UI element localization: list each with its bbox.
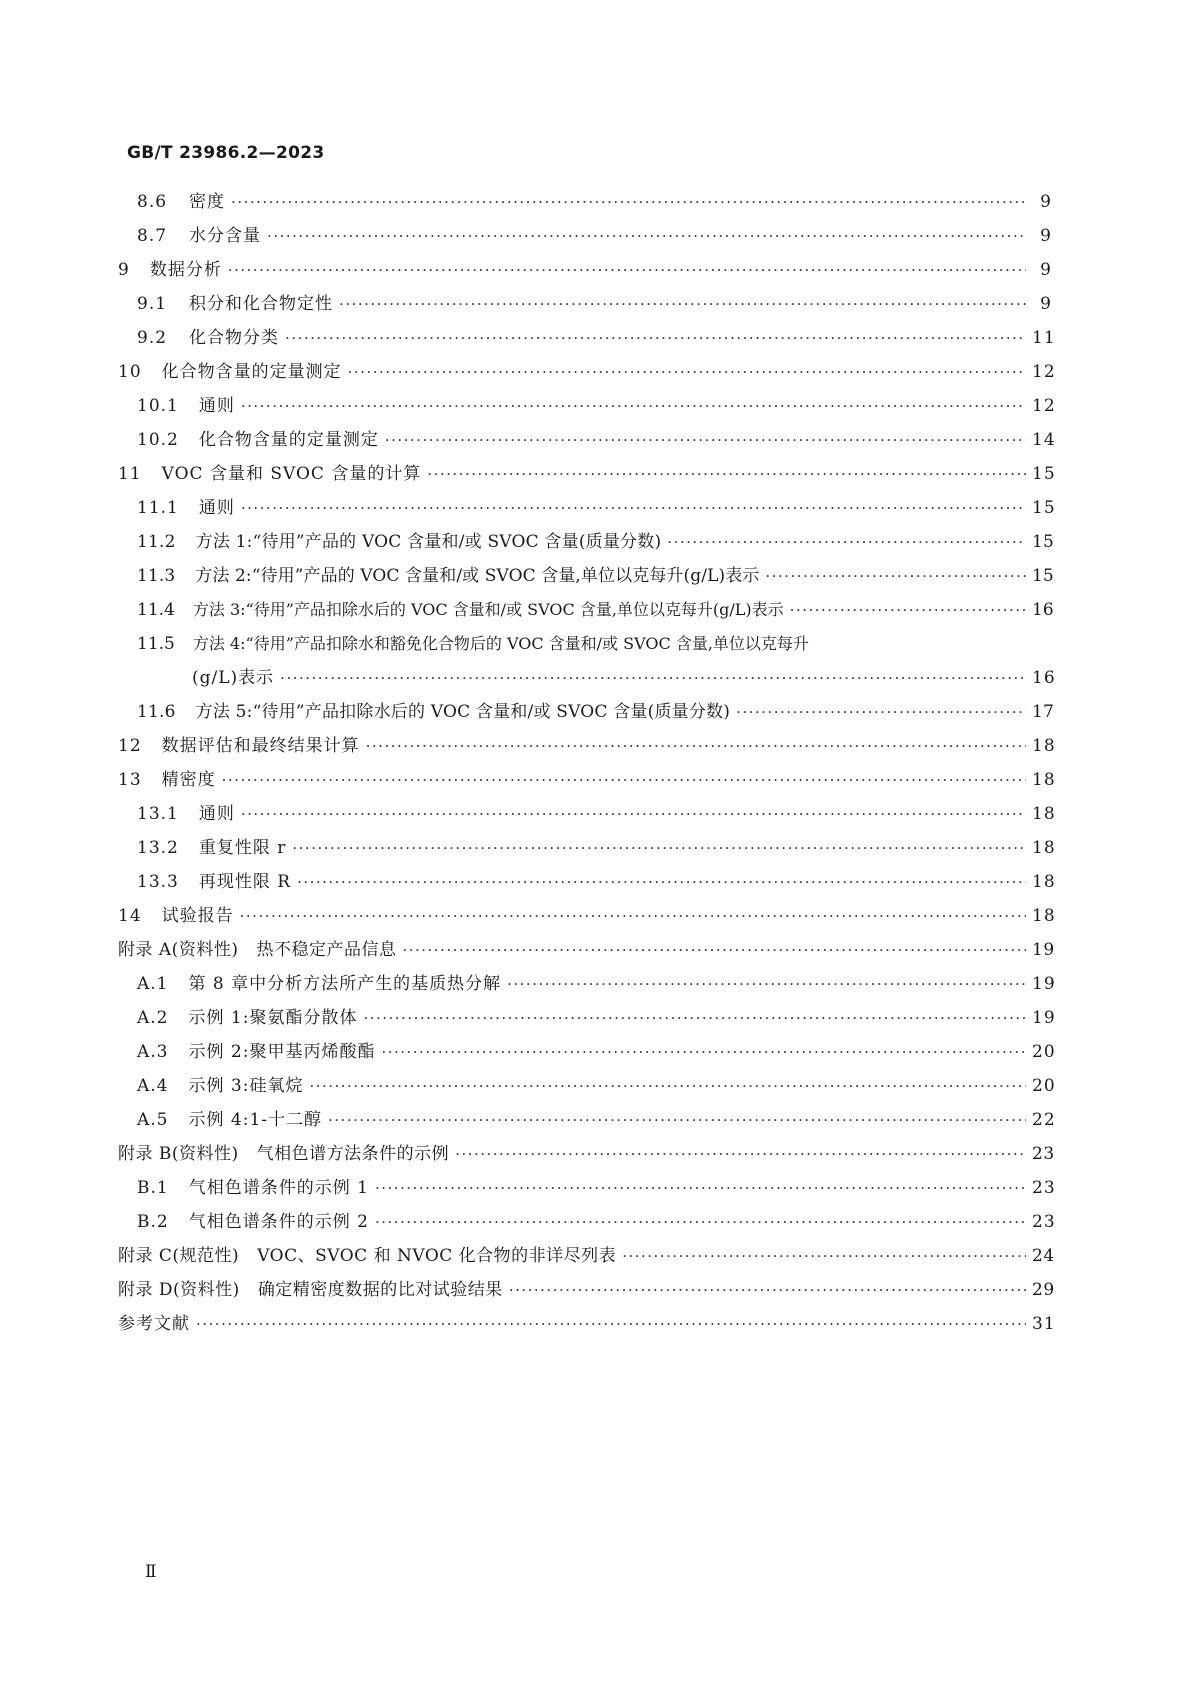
toc-number: 10.1 — [137, 396, 179, 416]
toc-leader — [348, 360, 1026, 384]
toc-title: 数据分析 — [149, 260, 222, 280]
toc-leader — [427, 462, 1026, 486]
toc-number: B.1 — [137, 1178, 169, 1198]
toc-leader — [297, 870, 1026, 894]
toc-number: 11.4 — [137, 600, 175, 620]
toc-page: 18 — [1032, 770, 1056, 790]
toc-number: 11.1 — [137, 498, 179, 518]
toc-number: A.1 — [137, 974, 169, 994]
toc-title: 示例 2:聚甲基丙烯酸酯 — [188, 1042, 376, 1062]
toc-number: 8.7 — [137, 226, 168, 246]
toc-leader — [228, 258, 1026, 282]
toc-page: 9 — [1040, 192, 1052, 212]
toc-entry-appendix-a[interactable] — [118, 938, 1055, 962]
toc-leader — [402, 938, 1026, 962]
toc-number: 11.6 — [137, 702, 176, 722]
toc-number: B.2 — [137, 1212, 169, 1232]
toc-entry-appendix-c[interactable] — [118, 1244, 1055, 1268]
toc-number: 11.5 — [137, 634, 175, 654]
toc-entry-a-3[interactable] — [137, 1040, 1056, 1064]
toc-leader — [363, 1006, 1026, 1030]
toc-title: 化合物含量的定量测定 — [198, 430, 379, 450]
toc-title-continued: (g/L)表示 — [192, 668, 275, 688]
toc-entry-9-1[interactable] — [137, 292, 1052, 316]
toc-page: 14 — [1032, 430, 1056, 450]
toc-leader — [366, 734, 1026, 758]
toc-entry-10-1[interactable] — [137, 394, 1056, 418]
toc-leader — [667, 530, 1026, 554]
toc-leader — [292, 836, 1026, 860]
toc-leader — [339, 292, 1026, 316]
toc-leader — [196, 1312, 1026, 1336]
toc-page: 24 — [1032, 1246, 1055, 1266]
toc-leader — [455, 1142, 1026, 1166]
toc-number: 附录 C(规范性) — [118, 1246, 240, 1266]
toc-number: 9.1 — [137, 294, 168, 314]
toc-page: 16 — [1032, 668, 1056, 688]
toc-leader — [509, 1278, 1026, 1302]
toc-number: 9 — [118, 260, 130, 280]
toc-title: 第 8 章中分析方法所产生的基质热分解 — [188, 974, 502, 994]
toc-entry-14[interactable] — [118, 904, 1056, 928]
toc-page: 16 — [1032, 600, 1054, 620]
toc-number: 10.2 — [137, 430, 179, 450]
page-number: Ⅱ — [145, 1562, 157, 1582]
toc-title: 重复性限 r — [198, 838, 287, 858]
toc-title: 热不稳定产品信息 — [256, 940, 397, 960]
toc-entry-11-1[interactable] — [137, 496, 1056, 520]
toc-page: 19 — [1032, 974, 1056, 994]
toc-title: 化合物分类 — [189, 328, 280, 348]
toc-entry-11[interactable] — [118, 462, 1056, 486]
toc-title: 数据评估和最终结果计算 — [161, 736, 360, 756]
toc-page: 22 — [1032, 1110, 1056, 1130]
toc-page: 23 — [1032, 1212, 1056, 1232]
toc-page: 9 — [1040, 294, 1052, 314]
toc-number: 13.3 — [137, 872, 179, 892]
toc-number: 14 — [118, 906, 142, 926]
toc-entry-bibliography[interactable] — [118, 1312, 1056, 1336]
toc-leader — [241, 394, 1026, 418]
toc-number: 附录 A(资料性) — [118, 940, 239, 960]
toc-page: 9 — [1040, 260, 1052, 280]
toc-page: 18 — [1032, 804, 1056, 824]
toc-title: 水分含量 — [189, 226, 262, 246]
toc-page: 15 — [1032, 532, 1055, 552]
toc-leader — [381, 1040, 1026, 1064]
toc-number: 10 — [118, 362, 142, 382]
toc-leader — [309, 1074, 1026, 1098]
toc-entry-a-2[interactable] — [137, 1006, 1056, 1030]
toc-entry-11-3[interactable] — [137, 564, 1052, 588]
toc-leader — [375, 1176, 1026, 1200]
toc-page: 23 — [1032, 1178, 1056, 1198]
toc-entry-appendix-b[interactable] — [118, 1142, 1055, 1166]
toc-title: 化合物含量的定量测定 — [161, 362, 342, 382]
toc-entry-13-3[interactable] — [137, 870, 1056, 894]
toc-entry-13-2[interactable] — [137, 836, 1056, 860]
toc-entry-b-1[interactable] — [137, 1176, 1056, 1200]
toc-page: 17 — [1032, 702, 1055, 722]
toc-title: 示例 3:硅氧烷 — [188, 1076, 304, 1096]
toc-title: 密度 — [189, 192, 226, 212]
toc-entry-8-6[interactable] — [137, 190, 1052, 214]
toc-entry-9-2[interactable] — [137, 326, 1056, 350]
toc-leader — [241, 802, 1026, 826]
toc-title: 通则 — [198, 498, 235, 518]
toc-page: 18 — [1032, 872, 1056, 892]
toc-entry-a-5[interactable] — [137, 1108, 1056, 1132]
toc-page: 23 — [1032, 1144, 1055, 1164]
toc-page: 18 — [1032, 906, 1056, 926]
toc-leader — [765, 564, 1026, 588]
toc-title: 积分和化合物定性 — [189, 294, 334, 314]
toc-entry-a-4[interactable] — [137, 1074, 1056, 1098]
toc-number: 9.2 — [137, 328, 168, 348]
toc-title: 方法 1:“待用”产品的 VOC 含量和/或 SVOC 含量(质量分数) — [195, 532, 662, 552]
toc-leader — [328, 1108, 1026, 1132]
toc-title: 确定精密度数据的比对试验结果 — [257, 1280, 503, 1300]
toc-leader — [736, 700, 1026, 724]
toc-number: 13 — [118, 770, 142, 790]
toc-page: 18 — [1032, 736, 1056, 756]
toc-title: 方法 3:“待用”产品扣除水后的 VOC 含量和/或 SVOC 含量,单位以克每升(g/L)表示 — [192, 600, 784, 619]
toc-page: 18 — [1032, 838, 1056, 858]
toc-page: 12 — [1032, 396, 1056, 416]
toc-page: 31 — [1032, 1314, 1056, 1334]
toc-title: 方法 5:“待用”产品扣除水后的 VOC 含量和/或 SVOC 含量(质量分数) — [195, 702, 731, 722]
toc-title: 通则 — [198, 804, 235, 824]
toc-leader — [241, 496, 1026, 520]
toc-number: 8.6 — [137, 192, 168, 212]
toc-entry-10[interactable] — [118, 360, 1056, 384]
toc-page: 29 — [1032, 1280, 1055, 1300]
toc-title: 精密度 — [161, 770, 216, 790]
toc-leader — [285, 326, 1026, 350]
toc-number: A.2 — [137, 1008, 169, 1028]
toc-leader — [240, 904, 1026, 928]
toc-title: VOC 含量和 SVOC 含量的计算 — [161, 464, 422, 484]
toc-leader — [507, 972, 1026, 996]
toc-entry-12[interactable] — [118, 734, 1056, 758]
toc-number: 附录 B(资料性) — [118, 1144, 239, 1164]
toc-leader — [385, 428, 1026, 452]
toc-leader — [267, 224, 1026, 248]
toc-title: 示例 1:聚氨酯分散体 — [188, 1008, 358, 1028]
toc-title: 方法 2:“待用”产品的 VOC 含量和/或 SVOC 含量,单位以克每升(g/L)表示 — [195, 566, 760, 586]
toc-title: 试验报告 — [161, 906, 234, 926]
toc-title: 气相色谱条件的示例 2 — [188, 1212, 369, 1232]
toc-number: 12 — [118, 736, 142, 756]
standard-number: GB/T 23986.2—2023 — [127, 143, 325, 163]
toc-entry-13-1[interactable] — [137, 802, 1056, 826]
toc-number: 13.2 — [137, 838, 179, 858]
toc-number: 11 — [118, 464, 142, 484]
toc-page: 19 — [1032, 940, 1055, 960]
toc-number: A.5 — [137, 1110, 169, 1130]
toc-leader — [790, 598, 1026, 622]
toc-number: A.4 — [137, 1076, 169, 1096]
toc-entry-appendix-d[interactable] — [118, 1278, 1055, 1302]
toc-number: 11.2 — [137, 532, 176, 552]
toc-number: 13.1 — [137, 804, 179, 824]
toc-entry-13[interactable] — [118, 768, 1056, 792]
toc-leader — [222, 768, 1026, 792]
toc-page: 15 — [1032, 498, 1056, 518]
toc-entry-11-5-cont[interactable] — [192, 666, 1056, 690]
toc-entry-11-5[interactable] — [137, 632, 1052, 656]
toc-title: 参考文献 — [118, 1314, 190, 1334]
toc-entry-b-2[interactable] — [137, 1210, 1056, 1234]
toc-page: 19 — [1032, 1008, 1056, 1028]
toc-page: 15 — [1032, 566, 1054, 586]
toc-entry-11-4[interactable] — [137, 598, 1052, 622]
toc-page: 15 — [1032, 464, 1056, 484]
toc-leader — [231, 190, 1026, 214]
toc-title: 通则 — [198, 396, 235, 416]
toc-title: 方法 4:“待用”产品扣除水和豁免化合物后的 VOC 含量和/或 SVOC 含量,单位以克每升 — [192, 634, 809, 653]
toc-entry-9[interactable] — [118, 258, 1052, 282]
toc-leader — [622, 1244, 1026, 1268]
toc-page: 20 — [1032, 1042, 1056, 1062]
toc-entry-11-2[interactable] — [137, 530, 1055, 554]
toc-number: 附录 D(资料性) — [118, 1280, 240, 1300]
toc-entry-a-1[interactable] — [137, 972, 1056, 996]
toc-page: 11 — [1032, 328, 1056, 348]
toc-title: 气相色谱条件的示例 1 — [188, 1178, 369, 1198]
toc-leader — [280, 666, 1026, 690]
toc-page: 9 — [1040, 226, 1052, 246]
toc-number: A.3 — [137, 1042, 169, 1062]
toc-title: VOC、SVOC 和 NVOC 化合物的非详尽列表 — [257, 1246, 617, 1266]
toc-leader — [375, 1210, 1026, 1234]
toc-title: 再现性限 R — [198, 872, 292, 892]
toc-page: 20 — [1032, 1076, 1056, 1096]
toc-title: 示例 4:1-十二醇 — [188, 1110, 323, 1130]
toc-entry-10-2[interactable] — [137, 428, 1056, 452]
toc-entry-11-6[interactable] — [137, 700, 1055, 724]
toc-number: 11.3 — [137, 566, 176, 586]
toc-title: 气相色谱方法条件的示例 — [256, 1144, 450, 1164]
toc-page: 12 — [1032, 362, 1056, 382]
toc-entry-8-7[interactable] — [137, 224, 1052, 248]
